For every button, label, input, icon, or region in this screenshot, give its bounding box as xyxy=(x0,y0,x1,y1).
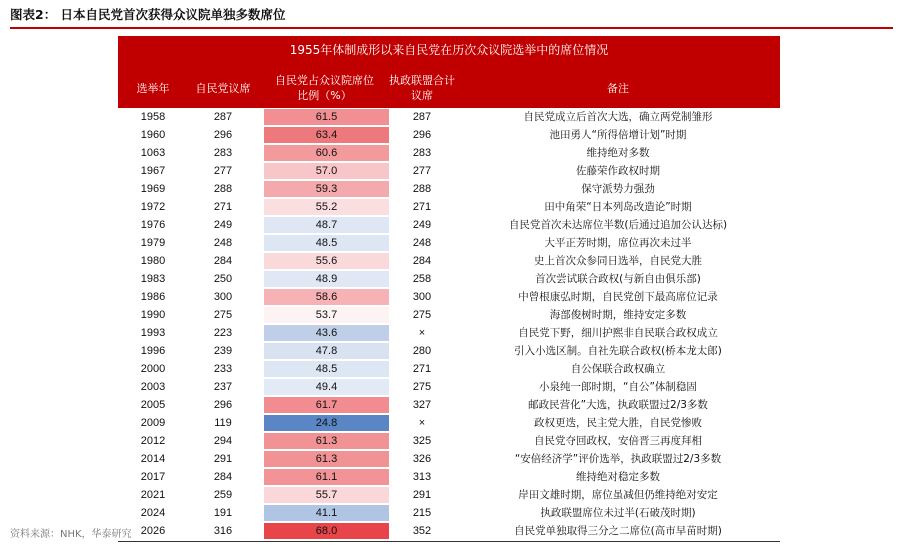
header-seat-share: 自民党占众议院席位 比例（%） xyxy=(275,74,374,102)
cell-ldp-seats: 248 xyxy=(213,237,233,249)
cell-coalition-seats: 275 xyxy=(412,309,432,321)
table-row xyxy=(118,522,780,540)
cell-coalition-seats: 258 xyxy=(412,273,432,285)
cell-coalition-seats: 277 xyxy=(412,165,432,177)
source-note: 资料来源：NHK，华泰研究 xyxy=(10,529,132,540)
cell-note: 佐藤荣作政权时期 xyxy=(576,165,660,177)
cell-ldp-seats: 277 xyxy=(213,165,233,177)
bottom-rule xyxy=(118,541,780,542)
header-year: 选举年 xyxy=(136,81,170,95)
title-rule xyxy=(10,27,893,29)
seat-share-value: 48.7 xyxy=(315,219,338,231)
seat-share-value: 48.5 xyxy=(315,363,338,375)
cell-seat-share xyxy=(264,144,389,162)
cell-year: 1976 xyxy=(140,219,166,231)
seat-share-value: 24.8 xyxy=(315,417,338,429)
cell-seat-share xyxy=(264,468,389,486)
cell-coalition-seats: 313 xyxy=(412,471,432,483)
seat-share-value: 53.7 xyxy=(315,309,338,321)
table-row xyxy=(118,234,780,252)
seat-share-value: 59.3 xyxy=(315,183,338,195)
cell-year: 2003 xyxy=(140,381,166,393)
table-row xyxy=(118,486,780,504)
table-row xyxy=(118,306,780,324)
cell-coalition-seats: 300 xyxy=(412,291,432,303)
cell-year: 2005 xyxy=(140,399,166,411)
seats-table xyxy=(118,36,780,542)
cell-seat-share xyxy=(264,216,389,234)
seat-share-value: 61.3 xyxy=(315,435,338,447)
header-ldp-seats: 自民党议席 xyxy=(195,81,251,95)
table-row xyxy=(118,468,780,486)
seat-share-value: 58.6 xyxy=(315,291,338,303)
cell-coalition-seats: 275 xyxy=(412,381,432,393)
cell-coalition-seats: 284 xyxy=(412,255,432,267)
seat-share-value: 43.6 xyxy=(315,327,338,339)
cell-note: 自民党夺回政权，安倍晋三再度拜相 xyxy=(534,435,702,447)
seat-share-value: 47.8 xyxy=(315,345,338,357)
cell-coalition-seats: 215 xyxy=(412,507,432,519)
cell-year: 1986 xyxy=(140,291,166,303)
table-header xyxy=(118,36,780,108)
cell-note: 史上首次众参同日选举，自民党大胜 xyxy=(534,255,702,267)
seat-share-value: 68.0 xyxy=(315,525,338,537)
seat-share-value: 48.5 xyxy=(315,237,338,249)
cell-year: 1960 xyxy=(140,129,166,141)
cell-seat-share xyxy=(264,108,389,126)
cell-note: 政权更迭，民主党大胜，自民党惨败 xyxy=(534,417,702,429)
table-row xyxy=(118,288,780,306)
table-title: 1955年体制成形以来自民党在历次众议院选举中的席位情况 xyxy=(289,43,609,57)
cell-seat-share xyxy=(264,432,389,450)
cell-seat-share xyxy=(264,306,389,324)
seat-share-value: 61.7 xyxy=(315,399,338,411)
table-row xyxy=(118,360,780,378)
cell-seat-share xyxy=(264,342,389,360)
cell-year: 2026 xyxy=(140,525,166,537)
cell-note: 小泉纯一郎时期，“自公”体制稳固 xyxy=(539,381,697,393)
cell-ldp-seats: 191 xyxy=(213,507,233,519)
table-row xyxy=(118,396,780,414)
cell-seat-share xyxy=(264,288,389,306)
cell-note: 自民党成立后首次大选，确立两党制雏形 xyxy=(523,111,713,123)
cell-ldp-seats: 283 xyxy=(213,147,233,159)
cell-ldp-seats: 119 xyxy=(214,417,232,429)
cell-ldp-seats: 275 xyxy=(213,309,233,321)
seat-share-value: 55.2 xyxy=(315,201,338,213)
cell-coalition-seats: 248 xyxy=(412,237,432,249)
cell-year: 1979 xyxy=(140,237,166,249)
table-row xyxy=(118,252,780,270)
cell-ldp-seats: 296 xyxy=(213,399,233,411)
cell-year: 1958 xyxy=(140,111,166,123)
table-row xyxy=(118,324,780,342)
seat-share-value: 48.9 xyxy=(315,273,338,285)
cell-ldp-seats: 284 xyxy=(213,471,233,483)
cell-year: 1969 xyxy=(140,183,166,195)
cell-coalition-seats: 288 xyxy=(412,183,432,195)
cell-note: 保守派势力强劲 xyxy=(581,183,655,195)
seat-share-value: 63.4 xyxy=(315,129,338,141)
cell-seat-share xyxy=(264,126,389,144)
cell-ldp-seats: 259 xyxy=(213,489,233,501)
cell-coalition-seats: 271 xyxy=(412,201,432,213)
cell-ldp-seats: 284 xyxy=(213,255,233,267)
cell-note: “安倍经济学”评价选举，执政联盟过2/3多数 xyxy=(514,453,722,465)
cell-year: 2014 xyxy=(140,453,166,465)
seat-share-value: 55.7 xyxy=(315,489,338,501)
cell-note: 执政联盟席位未过半(石破茂时期) xyxy=(540,507,696,519)
cell-ldp-seats: 249 xyxy=(213,219,233,231)
cell-coalition-seats: 249 xyxy=(412,219,432,231)
cell-seat-share xyxy=(264,396,389,414)
cell-year: 1063 xyxy=(140,147,166,159)
cell-coalition-seats: 327 xyxy=(412,399,432,411)
cell-year: 1980 xyxy=(140,255,166,267)
cell-year: 1967 xyxy=(140,165,166,177)
table-row xyxy=(118,180,780,198)
cell-note: 海部俊树时期，维持安定多数 xyxy=(549,309,687,321)
cell-seat-share xyxy=(264,324,389,342)
cell-note: 邮政民营化”大选，执政联盟过2/3多数 xyxy=(528,399,708,411)
header-coalition-seats: 执政联盟合计 议席 xyxy=(389,74,455,102)
table-row xyxy=(118,504,780,522)
cell-coalition-seats: 271 xyxy=(412,363,432,375)
cell-note: 岸田文雄时期，席位虽减但仍维持绝对安定 xyxy=(518,489,718,501)
seat-share-value: 60.6 xyxy=(315,147,338,159)
cell-note: 中曾根康弘时期，自民党创下最高席位记录 xyxy=(518,291,718,303)
cell-note: 大平正芳时期，席位再次未过半 xyxy=(544,237,692,249)
table-row xyxy=(118,270,780,288)
cell-year: 2017 xyxy=(140,471,166,483)
cell-ldp-seats: 287 xyxy=(213,111,233,123)
cell-seat-share xyxy=(264,360,389,378)
cell-seat-share xyxy=(264,486,389,504)
cell-ldp-seats: 291 xyxy=(213,453,233,465)
table-row xyxy=(118,162,780,180)
cell-note: 自公保联合政权确立 xyxy=(570,363,666,375)
cell-ldp-seats: 300 xyxy=(213,291,233,303)
table-row xyxy=(118,198,780,216)
cell-ldp-seats: 250 xyxy=(213,273,233,285)
cell-coalition-seats: 296 xyxy=(412,129,432,141)
table-row xyxy=(118,432,780,450)
table-row xyxy=(118,450,780,468)
cell-seat-share xyxy=(264,270,389,288)
cell-ldp-seats: 296 xyxy=(213,129,233,141)
cell-note: 自民党首次未达席位半数(后通过追加公认达标) xyxy=(508,219,728,231)
table-row xyxy=(118,126,780,144)
cell-seat-share xyxy=(264,198,389,216)
cell-seat-share xyxy=(264,180,389,198)
cell-coalition-seats: 287 xyxy=(412,111,432,123)
seat-share-value: 61.5 xyxy=(315,111,338,123)
cell-year: 1983 xyxy=(140,273,166,285)
cell-note: 维持绝对多数 xyxy=(586,147,650,159)
cell-ldp-seats: 237 xyxy=(213,381,233,393)
seat-share-value: 61.1 xyxy=(315,471,338,483)
cell-seat-share xyxy=(264,414,389,432)
cell-year: 2012 xyxy=(140,435,166,447)
table-row xyxy=(118,414,780,432)
seat-share-value: 49.4 xyxy=(315,381,338,393)
table-row xyxy=(118,342,780,360)
table-row xyxy=(118,216,780,234)
cell-coalition-seats: 291 xyxy=(412,489,432,501)
seat-share-value: 61.3 xyxy=(315,453,338,465)
cell-year: 1990 xyxy=(140,309,166,321)
seat-share-value: 41.1 xyxy=(315,507,338,519)
cell-seat-share xyxy=(264,522,389,540)
cell-year: 2009 xyxy=(140,417,166,429)
cell-year: 2021 xyxy=(140,489,166,501)
cell-coalition-seats: 352 xyxy=(412,525,432,537)
cell-coalition-seats: 283 xyxy=(412,147,432,159)
cell-note: 维持绝对稳定多数 xyxy=(576,471,660,483)
cell-note: 池田勇人“所得倍增计划”时期 xyxy=(549,129,687,141)
cell-ldp-seats: 294 xyxy=(213,435,233,447)
cell-note: 引入小选区制。自社先联合政权(桥本龙太郎) xyxy=(514,345,722,357)
cell-note: 田中角荣“日本列岛改造论”时期 xyxy=(544,201,692,213)
cell-coalition-seats: 280 xyxy=(412,345,432,357)
cell-ldp-seats: 239 xyxy=(213,345,233,357)
cell-year: 2024 xyxy=(140,507,166,519)
seat-share-value: 55.6 xyxy=(315,255,338,267)
table-row xyxy=(118,378,780,396)
cell-ldp-seats: 233 xyxy=(213,363,233,375)
cell-coalition-seats: 326 xyxy=(412,453,432,465)
cell-seat-share xyxy=(264,252,389,270)
cell-seat-share xyxy=(264,450,389,468)
cell-ldp-seats: 316 xyxy=(213,525,233,537)
cell-note: 自民党单独取得三分之二席位(高市早苗时期) xyxy=(514,525,722,537)
cell-note: 自民党下野，细川护熙非自民联合政权成立 xyxy=(518,327,718,339)
table-body xyxy=(118,108,780,540)
seat-share-value: 57.0 xyxy=(315,165,338,177)
table-row xyxy=(118,144,780,162)
figure-title: 图表2： 日本自民党首次获得众议院单独多数席位 xyxy=(10,7,286,22)
cell-coalition-seats: 325 xyxy=(412,435,432,447)
cell-note: 首次尝试联合政权(与新自由俱乐部) xyxy=(535,273,701,285)
cell-year: 1993 xyxy=(140,327,166,339)
cell-year: 2000 xyxy=(140,363,166,375)
cell-year: 1972 xyxy=(140,201,166,213)
cell-ldp-seats: 288 xyxy=(213,183,233,195)
header-notes: 备注 xyxy=(607,81,629,95)
cell-seat-share xyxy=(264,234,389,252)
cell-seat-share xyxy=(264,162,389,180)
cell-ldp-seats: 271 xyxy=(213,201,233,213)
cell-seat-share xyxy=(264,378,389,396)
cell-ldp-seats: 223 xyxy=(213,327,233,339)
cell-coalition-seats: × xyxy=(418,417,426,429)
cell-coalition-seats: × xyxy=(418,327,426,339)
table-row xyxy=(118,108,780,126)
cell-seat-share xyxy=(264,504,389,522)
cell-year: 1996 xyxy=(140,345,166,357)
